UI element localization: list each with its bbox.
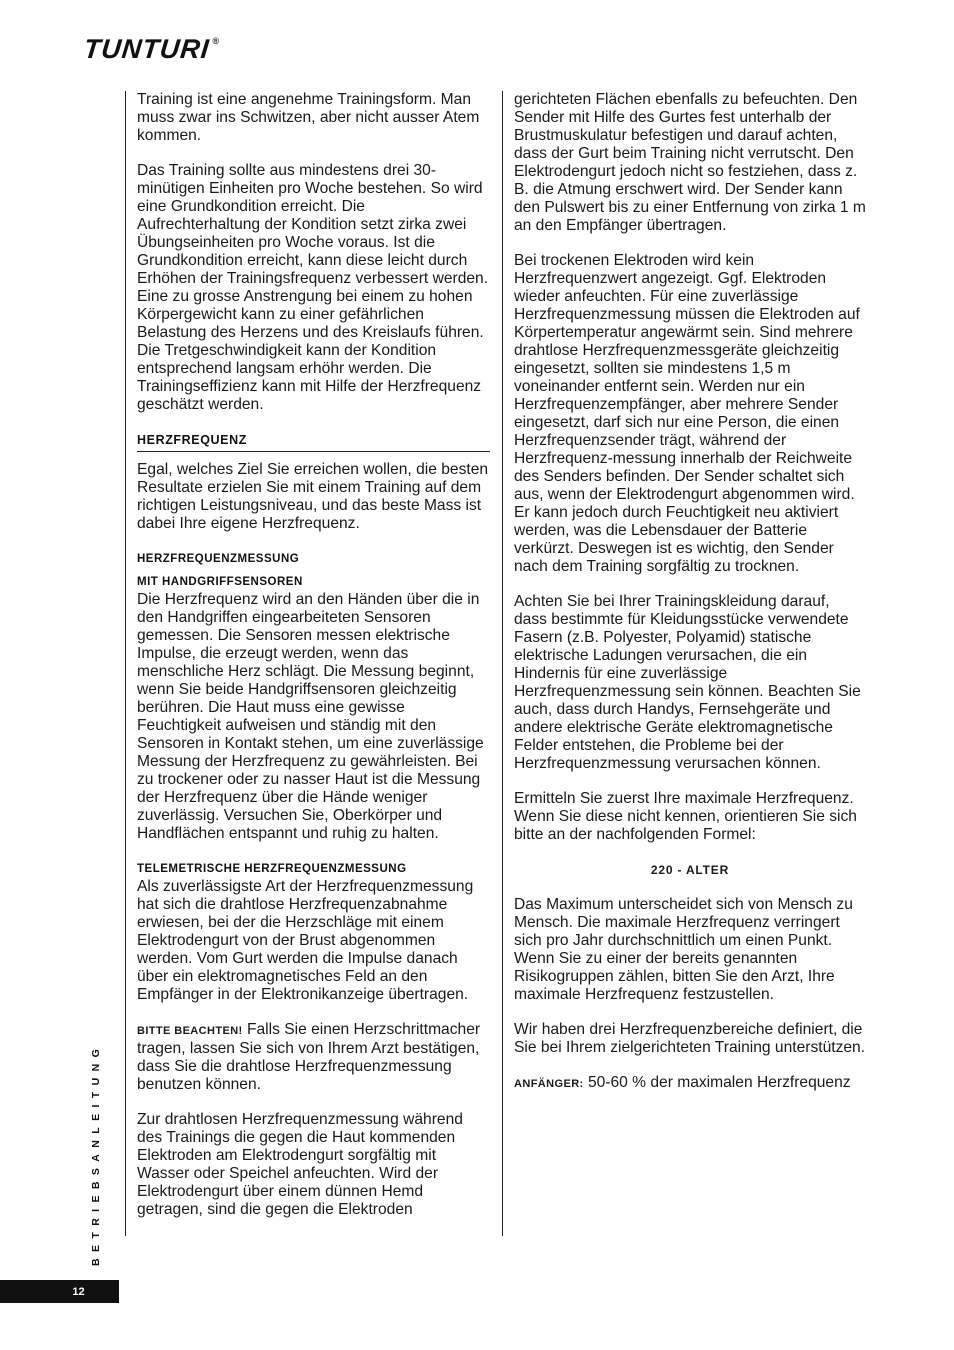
- brand-logo: [84, 34, 219, 64]
- paragraph: Achten Sie bei Ihrer Trainingskleidung darauf, dass bestimmte für Kleidungsstücke verwendete Fasern (z.B. Polyester, Polyamid) statische elektrische Ladungen verursachen, die ein Hindernis für eine zuverlässige Herzfrequenzmessung sein können. Beachten Sie auch, dass durch Handys, Fernsehgeräte und andere elektrische Geräte elektromagnetische Felder entstehen, die Probleme bei der Herzfrequenzmessung verursachen können.: [514, 593, 861, 772]
- formula: 220 - ALTER: [650, 863, 730, 877]
- paragraph: Das Maximum unterscheidet sich von Mensch zu Mensch. Die maximale Herzfrequenz verringert sich pro Jahr durchschnittlich um einen Punkt. Wenn Sie zu einer der bereits genannten Risikogruppen zählen, bitten Sie den Arzt, Ihre maximale Herzfrequenz festzustellen.: [514, 896, 853, 1003]
- note-text: Falls Sie einen Herzschrittmacher tragen, lassen Sie sich von Ihrem Arzt bestätigen, dass Sie die drahtlose Herzfrequenzmessung benutzen können.: [137, 1021, 481, 1093]
- registered-mark: ®: [212, 36, 220, 46]
- note-paragraph: [137, 1021, 490, 1094]
- paragraph: Als zuverlässigste Art der Herzfrequenzmessung hat sich die drahtlose Herzfrequenzabnahme erwiesen, bei der die Herzschläge mit einem Elektrodengurt von der Brust abgenommen werden. Vom Gurt werden die Impulse danach über ein elektromagnetisches Feld an den Empfänger in der Elektronikanzeige übertragen.: [137, 878, 474, 1003]
- paragraph: Zur drahtlosen Herzfrequenzmessung während des Trainings die gegen die Haut kommenden Elektroden am Elektrodengurt sorgfältig mit Wasser oder Speichel anfeuchten. Wird der Elektrodengurt über einem dünnen Hemd getragen, sind die gegen die Elektroden: [137, 1111, 463, 1218]
- right-column: [502, 91, 866, 1236]
- paragraph: Das Training sollte aus mindestens drei 30-minütigen Einheiten pro Woche bestehen. So wird eine Grundkondition erreicht. Die Aufrechterhaltung der Kondition setzt zirka zwei Übungseinheiten pro Woche voraus. Ist die Grundkondition erreicht, kann diese leicht durch Erhöhen der Trainingsfrequenz verbessert werden. Eine zu grosse Anstrengung bei einem zu hohen Körpergewicht kann zu einer gefährlichen Belastung des Herzens und des Kreislaufs führen. Die Tretgeschwindigkeit kann der Kondition entsprechend langsam erhöhr werden. Die Trainingseffizienz kann mit Hilfe der Herzfrequenz geschätzt werden.: [137, 162, 489, 413]
- beginner-label: ANFÄNGER:: [514, 1078, 584, 1090]
- paragraph: Training ist eine angenehme Trainingsform. Man muss zwar ins Schwitzen, aber nicht ausser Atem kommen.: [137, 91, 480, 144]
- paragraph: Die Herzfrequenz wird an den Händen über die in den Handgriffen eingearbeiteten Sensoren gemessen. Die Sensoren messen elektrische Impulse, die erzeugt werden, wenn das menschliche Herz schlägt. Die Messung beginnt, wenn Sie beide Handgriffsensoren gleichzeitig berühren. Die Haut muss eine gewisse Feuchtigkeit aufweisen und ständig mit den Sensoren in Kontakt stehen, um eine zuverlässige Messung der Herzfrequenz zu gewährleisten. Bei zu trockener oder zu nasser Haut ist die Messung der Herzfrequenz über die Hände weniger zuverlässig. Versuchen Sie, Oberkörper und Handflächen entspannt und ruhig zu halten.: [137, 591, 484, 842]
- page-number: 12: [72, 1285, 85, 1298]
- subheading-handgriff-line2: MIT HANDGRIFFSENSOREN: [137, 576, 303, 588]
- paragraph: gerichteten Flächen ebenfalls zu befeuchten. Den Sender mit Hilfe des Gurtes fest unterhalb der Brustmuskulatur befestigen und darauf achten, dass der Gurt beim Training nicht verrutscht. Den Elektrodengurt jedoch nicht so festziehen, dass z. B. die Atmung erschwert wird. Der Sender kann den Pulswert bis zu einer Entfernung von zirka 1 m an den Empfänger übertragen.: [514, 91, 866, 234]
- side-label: [74, 1042, 102, 1270]
- note-label: BITTE BEACHTEN!: [137, 1025, 243, 1037]
- subheading-handgriff-line1: HERZFREQUENZMESSUNG: [137, 553, 300, 565]
- paragraph: Ermitteln Sie zuerst Ihre maximale Herzfrequenz. Wenn Sie diese nicht kennen, orientieren Sie sich bitte an der nachfolgenden Formel:: [514, 790, 857, 843]
- brand-name: TUNTURI: [82, 34, 212, 64]
- left-column: [125, 91, 490, 1236]
- subheading-telemetrisch: TELEMETRISCHE HERZFREQUENZMESSUNG: [137, 863, 407, 875]
- paragraph: Bei trockenen Elektroden wird kein Herzfrequenzwert angezeigt. Ggf. Elektroden wieder anfeuchten. Für eine zuverlässige Herzfrequenzmessung müssen die Elektroden auf Körpertemperatur angewärmt sein. Sind mehrere drahtlose Herzfrequenzmessgeräte gleichzeitig eingesetzt, sollten sie mindestens 1,5 m voneinander entfernt sein. Werden nur ein Herzfrequenzempfänger, aber mehrere Sender eingesetzt, darf sich nur eine Person, die einen Herzfrequenzsender trägt, während der Herzfrequenz-messung innerhalb der Reichweite des Senders befinden. Der Sender schaltet sich aus, wenn der Elektrodengurt abgenommen wird. Er kann jedoch durch Feuchtigkeit neu aktiviert werden, was die Lebensdauer der Batterie verkürzt. Deswegen ist es wichtig, den Sender nach dem Training sorgfältig zu trocknen.: [514, 252, 860, 575]
- page-number-box: [0, 1280, 119, 1303]
- section-heading-herzfrequenz: HERZFREQUENZ: [137, 431, 490, 452]
- paragraph: Wir haben drei Herzfrequenzbereiche definiert, die Sie bei Ihrem zielgerichteten Training unterstützen.: [514, 1021, 866, 1056]
- beginner-text: 50-60 % der maximalen Herzfrequenz: [583, 1074, 851, 1091]
- beginner-paragraph: [514, 1074, 866, 1093]
- paragraph: Egal, welches Ziel Sie erreichen wollen, die besten Resultate erzielen Sie mit einem Training auf dem richtigen Leistungsniveau, und das beste Mass ist dabei Ihre eigene Herzfrequenz.: [137, 461, 489, 532]
- side-label-text: BETRIEBSANLEITUNG: [90, 1042, 102, 1266]
